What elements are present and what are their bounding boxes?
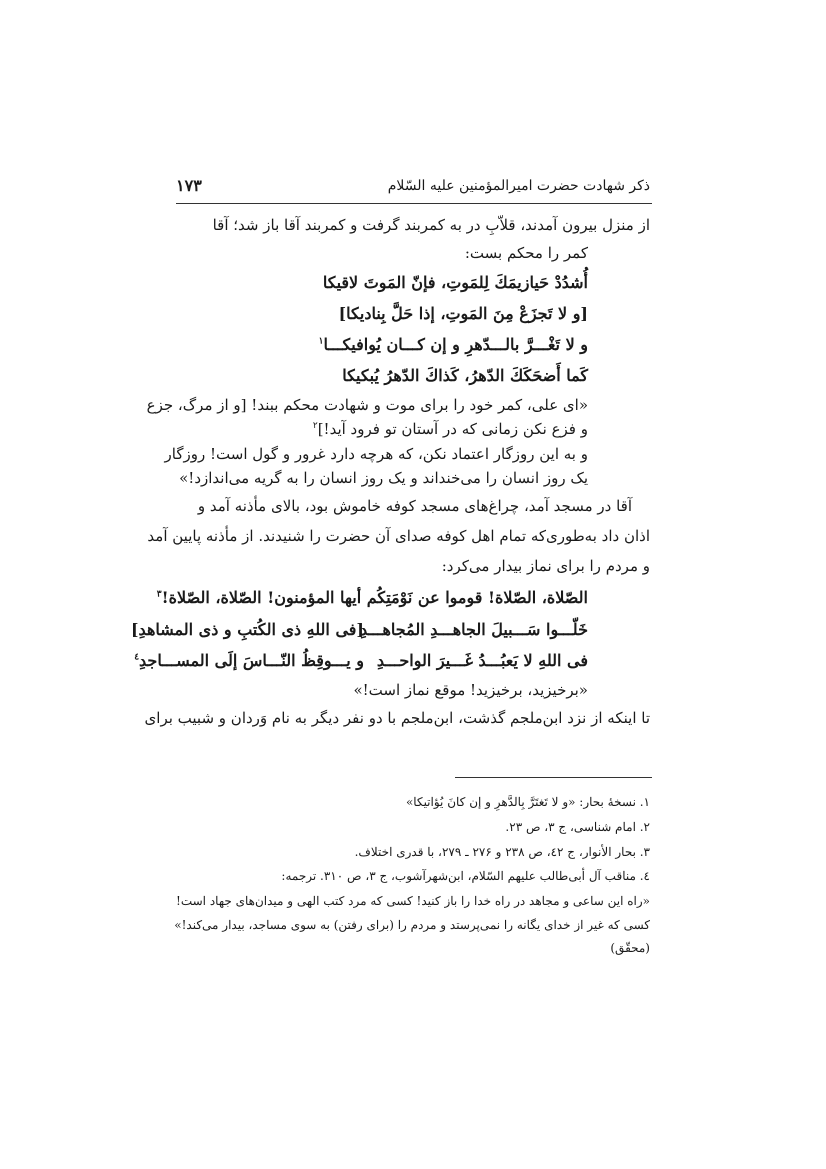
footnote-translation: «راه این ساعی و مجاهد در راه خدا را باز کنید! کسی که مرد کتب الهی و میدان‌های جهاد است! [176,894,650,908]
header-divider [176,203,652,204]
arabic-call-line: الصّلاة، الصّلاة! قوموا عن نَوْمَتِکُم أیها المؤمنون! الصّلاة، الصّلاة!$^۳$ [156,588,588,607]
footnote-translation: (محقّق) [610,941,650,955]
poem-hemistich-right: فی اللهِ لا یَعبُـــدُ غَـــیرَ الواحـــدِ [376,651,588,670]
footnote: ۱. نسخهٔ بحار: «و لا تَغتَرَّ بِالدَّهرِ و إن كانَ یُؤاتیکا» [405,795,650,809]
poem-hemistich-left: و یـــوقِظُ النّـــاسَ إلَی المســـاجدِ$^٤$ [134,651,364,670]
translation-line: «ای علی، کمر خود را برای موت و شهادت محکم ببند! [و از مرگ، جزع [146,396,588,414]
poem-verse: [و لا تَجزَعْ مِنَ المَوتِ، إذا حَلَّ بِنادیکا] [338,304,588,323]
running-header-title: ذکر شهادت حضرت امیرالمؤمنین علیه السّلام [387,178,650,194]
translation-line: «برخیزید، برخیزید! موقع نماز است!» [353,681,588,699]
poem-hemistich-right: خَلّـــوا سَـــبیلَ الجاهـــدِ المُجاهـــدِ [359,620,588,639]
paragraph-line: و مردم را برای نماز بیدار می‌کرد: [441,557,650,575]
footnote: ۲. امام شناسی، ج ۳، ص ۲۳. [505,820,650,834]
footnote-translation: کسی که غیر از خدای یگانه را نمی‌پرستد و مردم را (برای رفتن) به سوی مساجد، بیدار می‌کند!» [174,918,650,932]
translation-line: یک روز انسان را می‌خنداند و یک روز انسان را به گریه می‌اندازد!» [179,469,588,487]
page-number: ۱۷۳ [176,176,202,195]
poem-hemistich-left: [فی اللهِ ذی الکُتبِ و ذی المشاهدِ] [130,620,364,639]
translation-line: و به این روزگار اعتماد نکن، که هرچه دارد غرور و گول است! روزگار [164,445,588,463]
paragraph-line: کمر را محکم بست: [464,244,588,262]
paragraph-line: اذان داد به‌طوری‌که تمام اهل کوفه صدای آن حضرت را شنیدند. از مأذنه پایین آمد [147,527,650,545]
paragraph-line: تا اینکه از نزد ابن‌ملجم گذشت، ابن‌ملجم با دو نفر دیگر به نام وَردان و شبیب برای [144,709,650,727]
footnote: ۳. بحار الأنوار، ج ٤۲، ص ۲۳۸ و ۲۷۶ ـ ۲۷۹، با قدری اختلاف. [354,845,650,859]
poem-verse: أُشدُدْ حَیازیمَكَ لِلمَوتِ، فإنّ المَوتَ لاقیکا [322,273,588,292]
poem-verse: کَما أَضحَکَكَ الدّهرُ، كَذاكَ الدّهرُ یُبکیکا [342,366,588,385]
translation-line: و فزع نکن زمانی که در آستان تو فرود آید!]$^۲$ [312,420,588,438]
paragraph-line: آقا در مسجد آمد، چراغ‌های مسجد کوفه خاموش بود، بالای مأذنه آمد و [197,497,632,515]
footnote: ٤. مناقب آل أبی‌طالب علیهم السّلام، ابن‌شهرآشوب، ج ۳، ص ۳۱۰. ترجمه: [281,869,650,883]
footnote-divider [455,777,652,778]
paragraph-line: از منزل بیرون آمدند، قلاّبِ در به کمربند گرفت و کمربند آقا باز شد؛ آقا [212,216,650,234]
poem-verse: و لا تَغْـــرَّ بالـــدّهرِ و إن کـــان یُوافیکـــا$^۱$ [318,335,588,354]
